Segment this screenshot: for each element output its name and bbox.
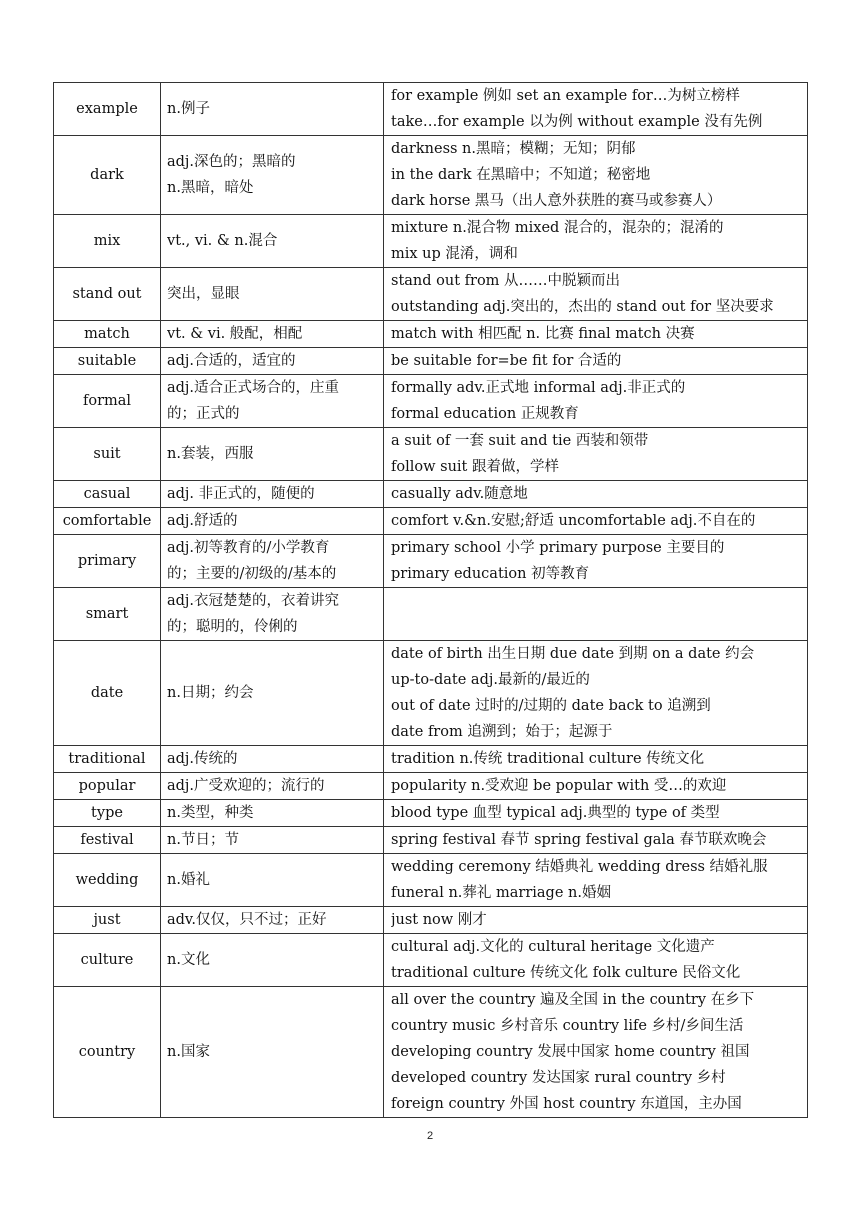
usage-line: developed country 发达国家 rural country 乡村	[391, 1070, 726, 1086]
usage-line: just now 刚才	[391, 912, 487, 928]
usage-cell	[384, 800, 808, 827]
usage-line: outstanding adj.突出的，杰出的 stand out for 坚决要求	[391, 299, 774, 315]
meaning-line: adj.合适的，适宜的	[167, 353, 296, 369]
meaning-cell	[161, 481, 384, 508]
word-cell: formal	[54, 375, 161, 428]
meaning-line: n.日期；约会	[167, 685, 254, 701]
usage-line: be suitable for=be fit for 合适的	[391, 353, 622, 369]
meaning-cell	[161, 136, 384, 215]
usage-line: primary school 小学 primary purpose 主要目的	[391, 540, 725, 556]
meaning-line: n.类型，种类	[167, 805, 254, 821]
usage-line: mixture n.混合物 mixed 混合的，混杂的；混淆的	[391, 220, 724, 236]
word-cell: date	[54, 641, 161, 746]
word-cell: smart	[54, 588, 161, 641]
usage-line: date of birth 出生日期 due date 到期 on a date 约会	[391, 646, 755, 662]
usage-line: a suit of 一套 suit and tie 西装和领带	[391, 433, 649, 449]
usage-line: blood type 血型 typical adj.典型的 type of 类型	[391, 805, 720, 821]
word-cell: type	[54, 800, 161, 827]
meaning-cell	[161, 375, 384, 428]
meaning-line: adv.仅仅，只不过；正好	[167, 912, 327, 928]
meaning-line: n.套装，西服	[167, 446, 254, 462]
word-cell: popular	[54, 773, 161, 800]
usage-cell	[384, 348, 808, 375]
word-cell: wedding	[54, 854, 161, 907]
usage-line: funeral n.葬礼 marriage n.婚姻	[391, 885, 611, 901]
table-row	[54, 907, 808, 934]
usage-line: spring festival 春节 spring festival gala 春节联欢晚会	[391, 832, 767, 848]
usage-line: primary education 初等教育	[391, 566, 590, 582]
usage-line: popularity n.受欢迎 be popular with 受…的欢迎	[391, 778, 727, 794]
meaning-cell	[161, 348, 384, 375]
word-cell: comfortable	[54, 508, 161, 535]
word-cell: festival	[54, 827, 161, 854]
meaning-line: adj.适合正式场合的，庄重	[167, 380, 340, 396]
meaning-cell	[161, 321, 384, 348]
usage-cell	[384, 854, 808, 907]
meaning-cell	[161, 854, 384, 907]
meaning-line: adj.衣冠楚楚的，衣着讲究	[167, 593, 340, 609]
table-row	[54, 375, 808, 428]
word-cell: country	[54, 987, 161, 1118]
usage-line: all over the country 遍及全国 in the country 在乡下	[391, 992, 755, 1008]
meaning-cell	[161, 215, 384, 268]
usage-line: formal education 正规教育	[391, 406, 579, 422]
usage-cell	[384, 773, 808, 800]
usage-line: dark horse 黑马（出人意外获胜的赛马或参赛人）	[391, 193, 722, 209]
meaning-line: 的；聪明的，伶俐的	[167, 619, 298, 635]
meaning-cell	[161, 827, 384, 854]
meaning-line: adj. 非正式的，随便的	[167, 486, 315, 502]
usage-line: date from 追溯到；始于；起源于	[391, 724, 613, 740]
meaning-cell	[161, 641, 384, 746]
table-row	[54, 83, 808, 136]
usage-line: tradition n.传统 traditional culture 传统文化	[391, 751, 705, 767]
usage-line: darkness n.黑暗；模糊；无知；阴郁	[391, 141, 636, 157]
table-row	[54, 535, 808, 588]
word-cell: dark	[54, 136, 161, 215]
usage-cell	[384, 827, 808, 854]
usage-line: comfort v.&n.安慰;舒适 uncomfortable adj.不自在的	[391, 513, 756, 529]
table-row	[54, 136, 808, 215]
word-cell: culture	[54, 934, 161, 987]
usage-line: stand out from 从……中脱颖而出	[391, 273, 621, 289]
meaning-line: vt. & vi. 般配，相配	[167, 326, 303, 342]
usage-cell	[384, 83, 808, 136]
meaning-line: adj.初等教育的/小学教育	[167, 540, 330, 556]
meaning-cell	[161, 987, 384, 1118]
table-row	[54, 987, 808, 1118]
usage-cell	[384, 215, 808, 268]
meaning-line: 的；主要的/初级的/基本的	[167, 566, 337, 582]
table-row	[54, 428, 808, 481]
meaning-line: 突出，显眼	[167, 286, 240, 302]
table-row	[54, 854, 808, 907]
usage-line: country music 乡村音乐 country life 乡村/乡间生活	[391, 1018, 744, 1034]
table-row	[54, 746, 808, 773]
usage-line: match with 相匹配 n. 比赛 final match 决赛	[391, 326, 695, 342]
usage-cell	[384, 481, 808, 508]
meaning-cell	[161, 508, 384, 535]
meaning-cell	[161, 746, 384, 773]
usage-cell	[384, 588, 808, 641]
meaning-cell	[161, 428, 384, 481]
table-row	[54, 481, 808, 508]
meaning-cell	[161, 588, 384, 641]
meaning-line: 的；正式的	[167, 406, 240, 422]
table-row	[54, 268, 808, 321]
meaning-cell	[161, 934, 384, 987]
table-row	[54, 508, 808, 535]
usage-line: follow suit 跟着做，学样	[391, 459, 559, 475]
table-row	[54, 348, 808, 375]
usage-line: out of date 过时的/过期的 date back to 追溯到	[391, 698, 711, 714]
word-cell: match	[54, 321, 161, 348]
word-cell: suitable	[54, 348, 161, 375]
word-cell: traditional	[54, 746, 161, 773]
page-number: 2	[426, 1130, 434, 1142]
usage-cell	[384, 641, 808, 746]
usage-cell	[384, 907, 808, 934]
usage-line: take…for example 以为例 without example 没有先例	[391, 114, 763, 130]
meaning-cell	[161, 83, 384, 136]
word-cell: just	[54, 907, 161, 934]
usage-line: foreign country 外国 host country 东道国，主办国	[391, 1096, 742, 1112]
word-cell: example	[54, 83, 161, 136]
table-row	[54, 934, 808, 987]
usage-cell	[384, 535, 808, 588]
meaning-line: adj.传统的	[167, 751, 238, 767]
word-cell: suit	[54, 428, 161, 481]
usage-line: developing country 发展中国家 home country 祖国	[391, 1044, 750, 1060]
meaning-cell	[161, 535, 384, 588]
usage-cell	[384, 321, 808, 348]
usage-cell	[384, 136, 808, 215]
meaning-cell	[161, 907, 384, 934]
table-row	[54, 827, 808, 854]
table-row	[54, 321, 808, 348]
meaning-cell	[161, 773, 384, 800]
usage-line: wedding ceremony 结婚典礼 wedding dress 结婚礼服	[391, 859, 768, 875]
table-row	[54, 588, 808, 641]
table-row	[54, 215, 808, 268]
usage-line: up-to-date adj.最新的/最近的	[391, 672, 590, 688]
table-row	[54, 800, 808, 827]
usage-cell	[384, 268, 808, 321]
vocabulary-table	[53, 82, 808, 1118]
usage-cell	[384, 934, 808, 987]
meaning-line: n.黑暗，暗处	[167, 180, 254, 196]
meaning-line: n.国家	[167, 1044, 210, 1060]
meaning-line: vt., vi. & n.混合	[167, 233, 278, 249]
usage-line: casually adv.随意地	[391, 486, 528, 502]
meaning-cell	[161, 800, 384, 827]
word-cell: primary	[54, 535, 161, 588]
meaning-line: n.婚礼	[167, 872, 210, 888]
table-row	[54, 773, 808, 800]
usage-line: traditional culture 传统文化 folk culture 民俗文化	[391, 965, 741, 981]
usage-line: cultural adj.文化的 cultural heritage 文化遗产	[391, 939, 715, 955]
usage-cell	[384, 746, 808, 773]
meaning-line: n.例子	[167, 101, 210, 117]
usage-cell	[384, 375, 808, 428]
meaning-line: adj.舒适的	[167, 513, 238, 529]
meaning-line: adj.广受欢迎的；流行的	[167, 778, 325, 794]
usage-line: formally adv.正式地 informal adj.非正式的	[391, 380, 686, 396]
usage-cell	[384, 508, 808, 535]
usage-cell	[384, 987, 808, 1118]
usage-line: mix up 混淆，调和	[391, 246, 518, 262]
usage-line: in the dark 在黑暗中；不知道；秘密地	[391, 167, 651, 183]
usage-line: for example 例如 set an example for…为树立榜样	[391, 88, 740, 104]
vocabulary-table-body	[54, 83, 808, 1118]
meaning-cell	[161, 268, 384, 321]
word-cell: stand out	[54, 268, 161, 321]
table-row	[54, 641, 808, 746]
word-cell: mix	[54, 215, 161, 268]
meaning-line: adj.深色的；黑暗的	[167, 154, 296, 170]
meaning-line: n.节日；节	[167, 832, 239, 848]
usage-cell	[384, 428, 808, 481]
word-cell: casual	[54, 481, 161, 508]
meaning-line: n.文化	[167, 952, 210, 968]
